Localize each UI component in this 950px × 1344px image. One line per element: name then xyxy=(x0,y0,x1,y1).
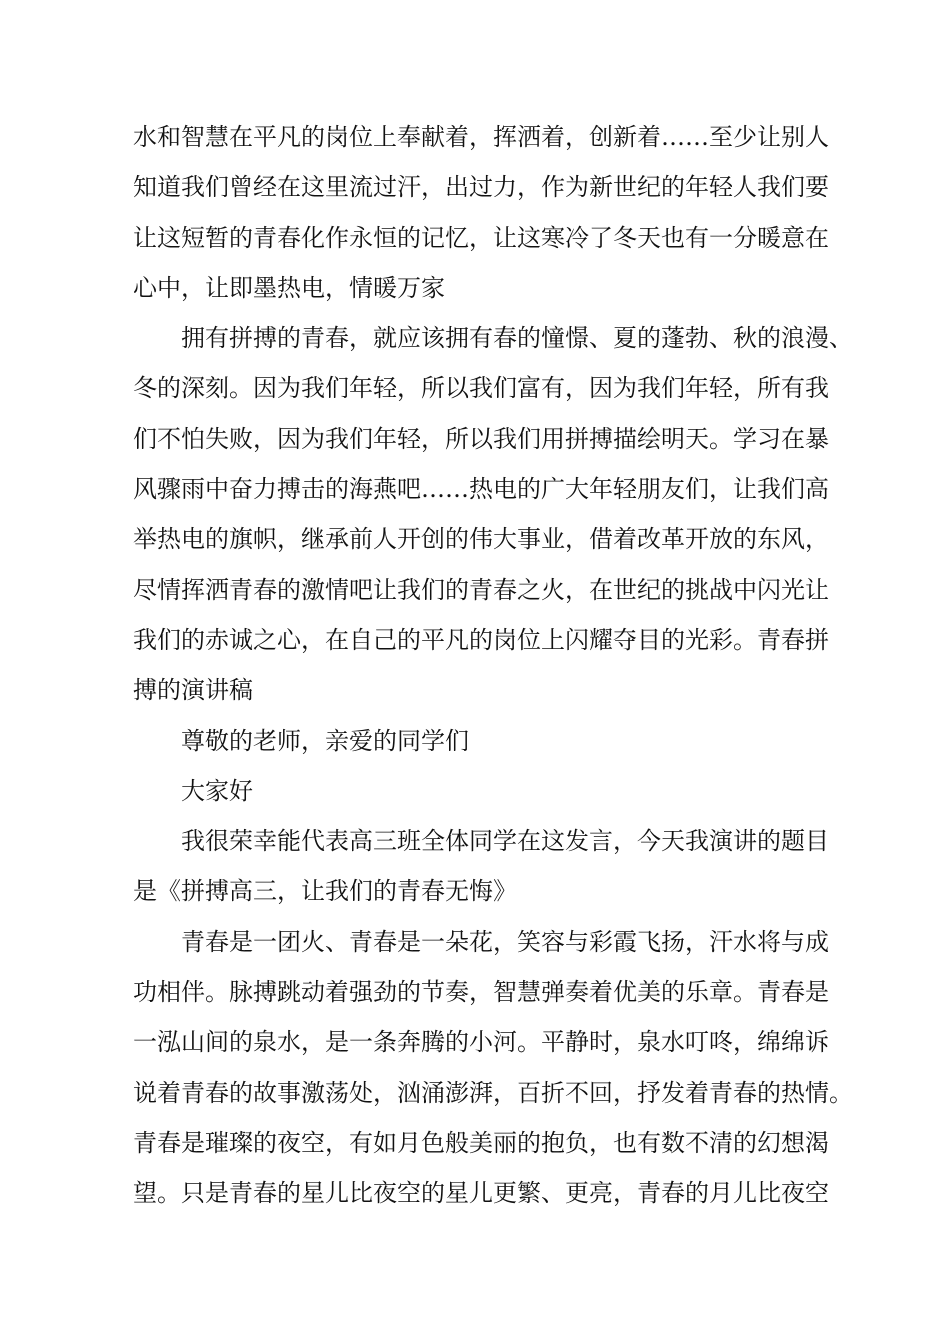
text-line: 说着青春的故事激荡处，汹涌澎湃，百折不回，抒发着青春的热情。 xyxy=(133,1078,853,1107)
text-line: 望。只是青春的星儿比夜空的星儿更繁、更亮，青春的月儿比夜空 xyxy=(133,1179,829,1208)
text-line: 举热电的旗帜，继承前人开创的伟大事业，借着改革开放的东风， xyxy=(133,525,829,554)
text-line: 大家好 xyxy=(181,776,253,805)
text-line: 一泓山间的泉水，是一条奔腾的小河。平静时，泉水叮咚，绵绵诉 xyxy=(133,1028,829,1057)
text-line: 青春是一团火、青春是一朵花，笑容与彩霞飞扬，汗水将与成 xyxy=(181,927,829,956)
text-line: 功相伴。脉搏跳动着强劲的节奏，智慧弹奏着优美的乐章。青春是 xyxy=(133,978,829,1007)
text-line: 冬的深刻。因为我们年轻，所以我们富有，因为我们年轻，所有我 xyxy=(133,374,829,403)
text-line: 我们的赤诚之心，在自己的平凡的岗位上闪耀夺目的光彩。青春拼 xyxy=(133,625,829,654)
text-line: 知道我们曾经在这里流过汗，出过力，作为新世纪的年轻人我们要 xyxy=(133,173,829,202)
text-line: 尊敬的老师，亲爱的同学们 xyxy=(181,726,469,755)
body-text xyxy=(133,112,853,1219)
text-line: 让这短暂的青春化作永恒的记忆，让这寒冷了冬天也有一分暖意在 xyxy=(133,223,829,252)
text-line: 尽情挥洒青春的激情吧让我们的青春之火，在世纪的挑战中闪光让 xyxy=(133,575,829,604)
text-line: 们不怕失败，因为我们年轻，所以我们用拼搏描绘明天。学习在暴 xyxy=(133,424,829,453)
text-line: 是《拼搏高三，让我们的青春无悔》 xyxy=(133,877,517,906)
text-line: 拥有拼搏的青春，就应该拥有春的憧憬、夏的蓬勃、秋的浪漫、 xyxy=(181,324,853,353)
text-line: 青春是璀璨的夜空，有如月色般美丽的抱负，也有数不清的幻想渴 xyxy=(133,1128,829,1157)
text-line: 我很荣幸能代表高三班全体同学在这发言，今天我演讲的题目 xyxy=(181,827,829,856)
text-line: 风骤雨中奋力搏击的海燕吧……热电的广大年轻朋友们，让我们高 xyxy=(133,475,829,504)
text-line: 水和智慧在平凡的岗位上奉献着，挥洒着，创新着……至少让别人 xyxy=(133,123,829,151)
text-line: 心中，让即墨热电，情暖万家 xyxy=(133,273,445,302)
text-line: 搏的演讲稿 xyxy=(133,676,253,705)
